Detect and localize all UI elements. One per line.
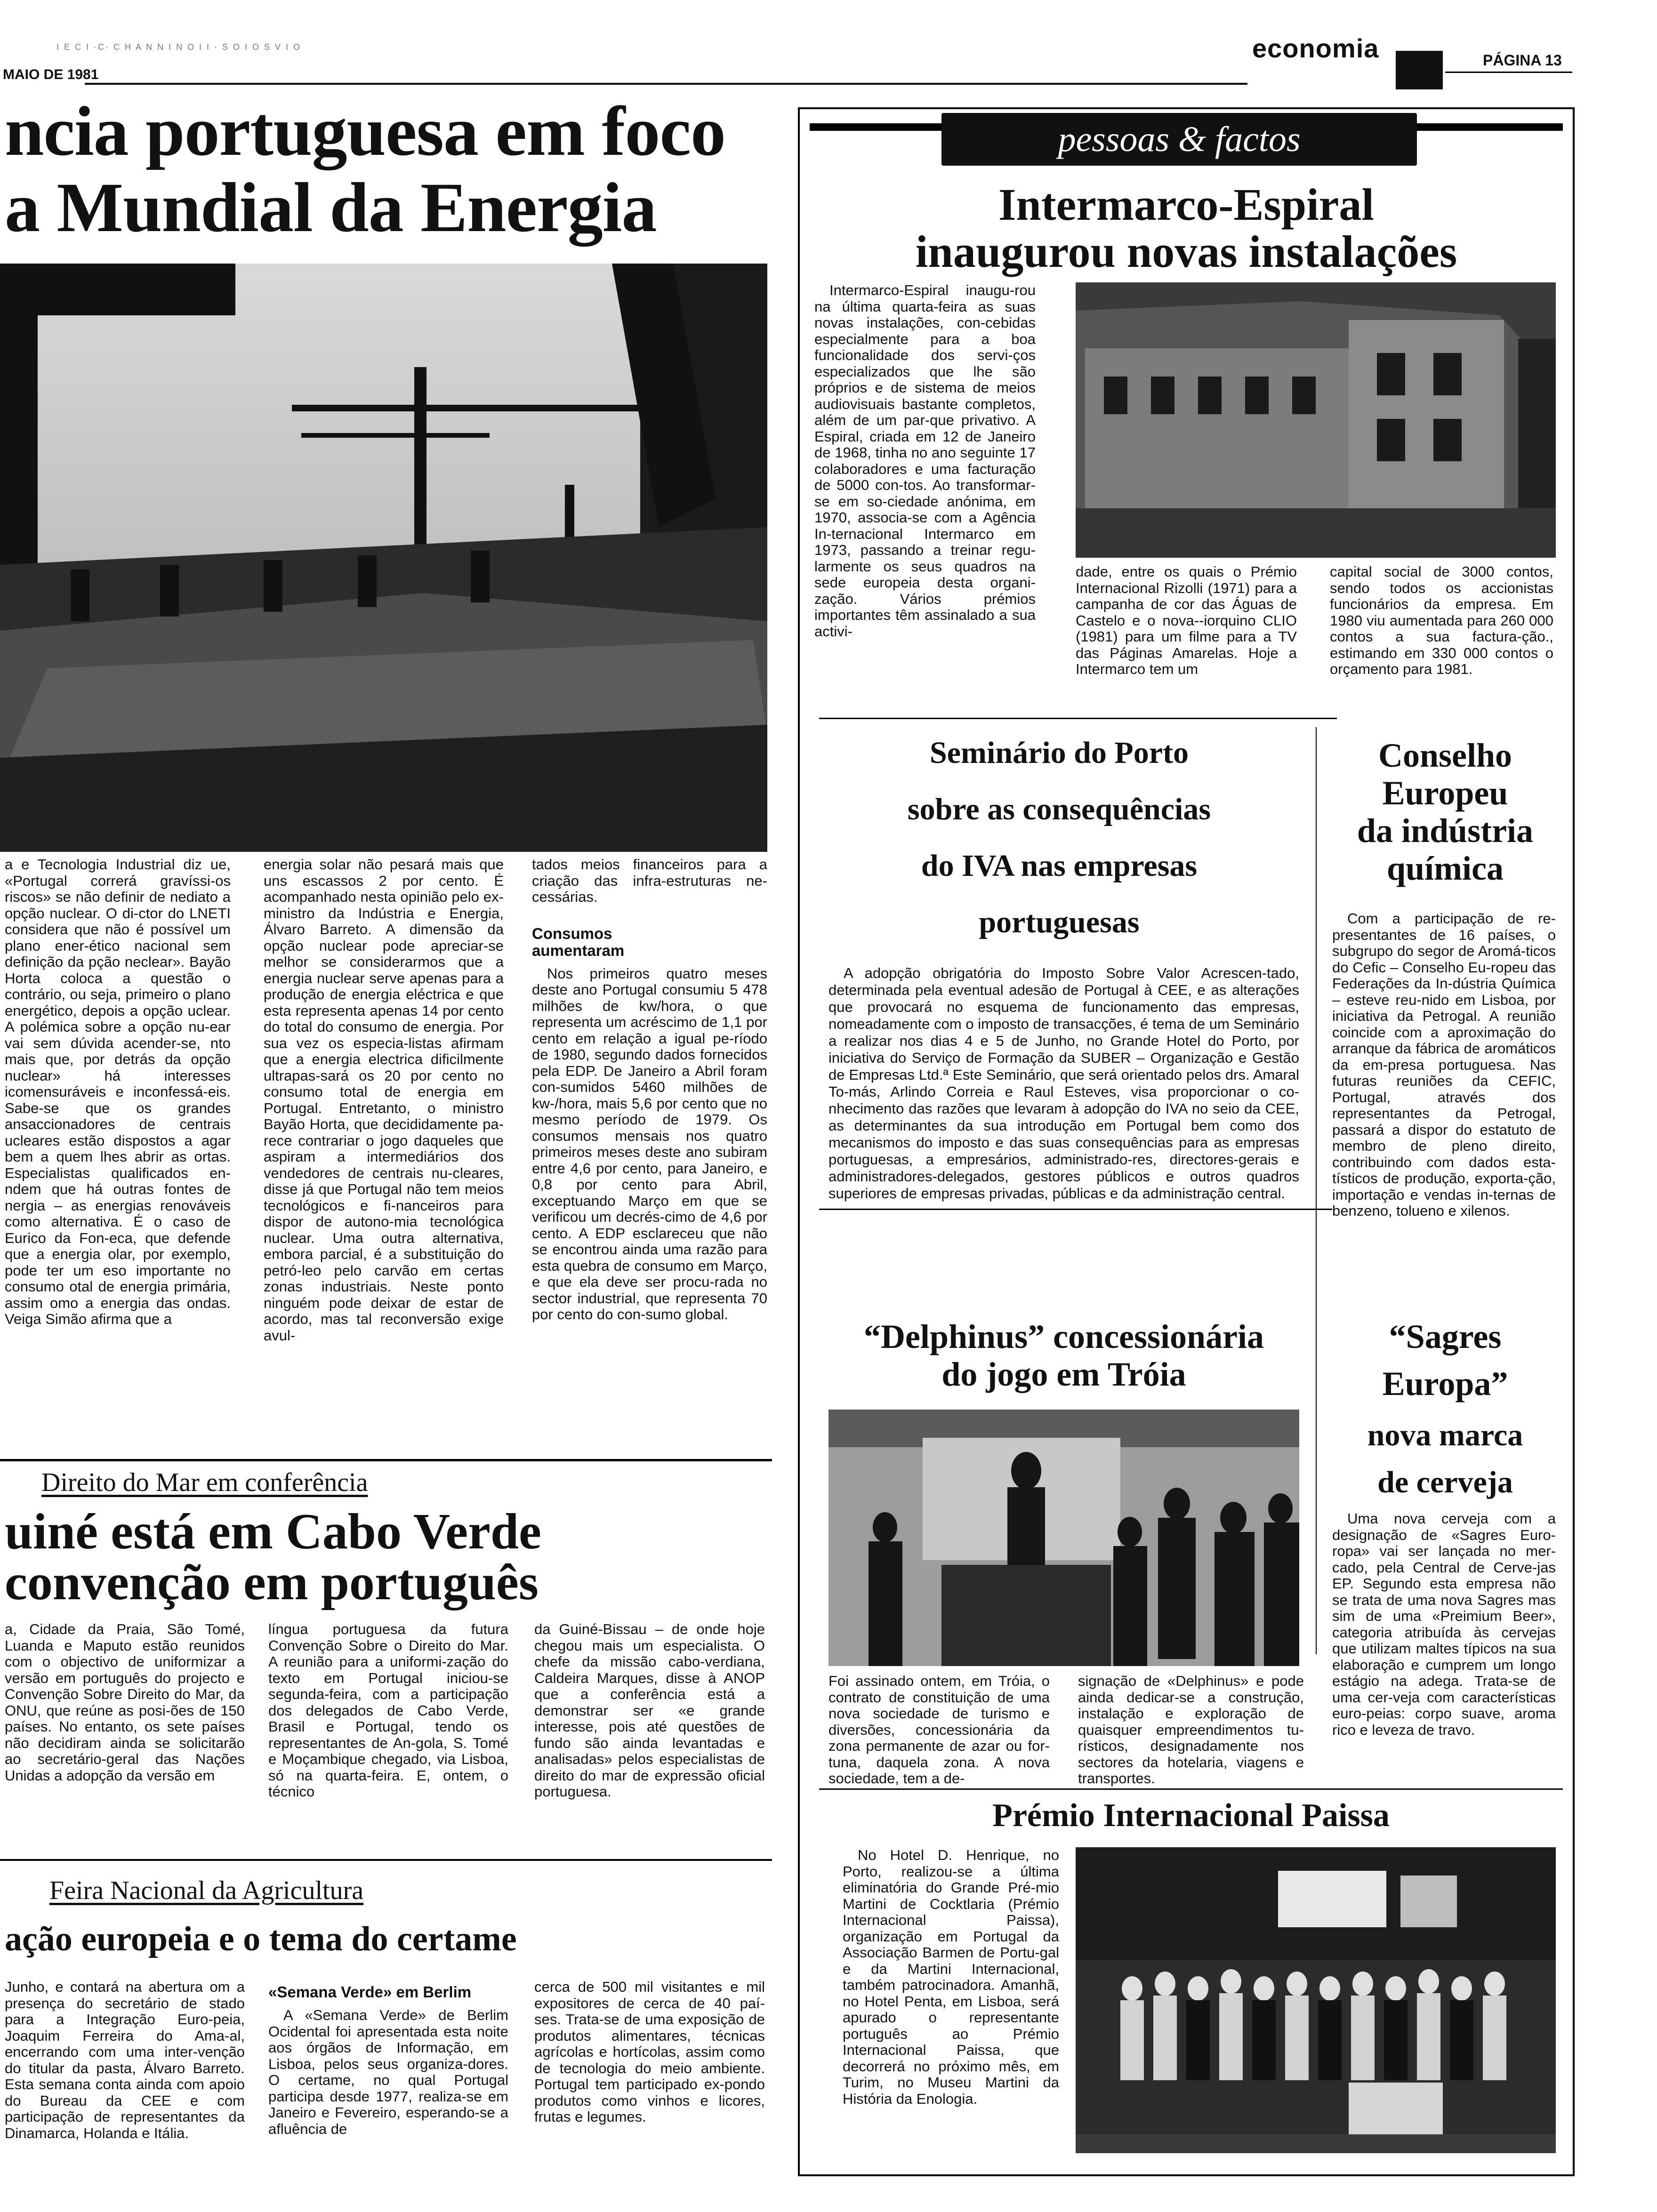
pessoas-factos-banner (941, 113, 1417, 166)
lead-body-col2 (264, 857, 504, 1344)
pf-box-left (798, 107, 800, 2176)
lead-photo (0, 264, 767, 852)
page-number: PÁGINA 13 (1483, 52, 1562, 69)
mar-col2-text: língua portuguesa da futura Convenção Sobre o Direito do Mar. A reunião para a uniformi-zação do texto em Portugal iniciou-se segunda-feira, com a participação dos delegados de Cabo Verde, Brasil e Portugal, tendo os representantes de An-gola, S. Tomé e Moçambique chegado, via Lisboa, só na quarta-feira. E, ontem, o técnico (268, 1621, 508, 1800)
banner-rule-left (810, 123, 941, 131)
feira-col3-text: cerca de 500 mil visitantes e mil expositores de cerca de 40 paí-ses. Trata-se de uma exposição de produtos alimentares, técnicas agrícolas e hortícolas, assim como de tecnologia do meio ambiente. Portugal tem participado ex-pondo produtos como vinhos e licores, frutas e legumes. (534, 1979, 765, 2125)
banner-rule-right (1417, 123, 1563, 131)
sagres-headline-2: Europa” (1382, 1365, 1508, 1403)
banner-title: pessoas & factos (1058, 120, 1301, 159)
paissa-headline: Prémio Internacional Paissa (992, 1797, 1390, 1834)
pf-headline-2: inaugurou novas instalações (915, 226, 1457, 277)
lead-col1-text: a e Tecnologia Industrial diz ue, «Portugal correrá gravíssi-os riscos» se não definir de nediato a opção nuclear. O di-ctor do LNETI considera que não é possível um plano ener-ético nacional sem definição da pção neclear». Bayão Horta coloca a questão o contrário, ou seja, primeiro o plano energético, depois a opção uclear. A polémica sobre a opção nu-ear vai sem dúvida acender-se, nto mais que, por detrás da opção nuclear» há interesses icomensuráveis e inconfessá-eis. Sabe-se que os grandes ansaccionadores de centrais ucleares estão dispostos a agar bem a quem lhes abrir as ortas. Especialistas qualificados en-ndem que há outras fontes de nergia – as energias renováveis como alternativa. É o caso de Eurico da Fon-eca, que defende que a energia olar, por exemplo, pode ter um eso importante no consumo otal de energia primária, assim omo a energia das ondas. Veiga Simão afirma que a (5, 856, 231, 1327)
lead-body-col3 (532, 857, 767, 1323)
sagres-headline-4: de cerveja (1377, 1465, 1513, 1499)
lead-body-col1 (5, 857, 231, 1328)
lead-headline-2: a Mundial da Energia (5, 168, 657, 247)
building-image (1076, 282, 1556, 558)
issue-date: MAIO DE 1981 (3, 67, 99, 82)
pf-body-col3 (1330, 564, 1553, 678)
masthead-faint-title: I E C I ·C· C H A N N I N O I I · S O I O S V I O (56, 42, 302, 52)
pf-box-bottom (798, 2174, 1575, 2176)
lead-col3-text-a: tados meios financeiros para a criação das infra-estruturas ne-cessárias. (532, 856, 767, 905)
pf-body-col2 (1076, 564, 1297, 678)
masthead-rule-left (85, 83, 1247, 85)
pf-body-col1 (814, 282, 1036, 640)
seminario-headline-4: portuguesas (979, 905, 1140, 939)
delphinus-headline-1: “Delphinus” concessionária (863, 1318, 1264, 1355)
lead-col2-text: energia solar não pesará mais que uns escassos 2 por cento. É acompanhado nesta opinião pelo ex-ministro da Indústria e Energia, Álvaro Barreto. A dimensão da opção nuclear pode apreciar-se melhor se considerarmos que a energia nuclear serve apenas para a produção de energia eléctrica e que esta representa apenas 14 por cento do total do consumo de energia. Por sua vez os especia-listas afirmam que a energia electrica dificilmente ultrapas-sará os 20 por cento no consumo total de energia em Portugal. Entretanto, o ministro Bayão Horta, que decididamente pa-rece contrariar o jogo daqueles que aspiram a intermediários dos vendedores de centrais nu-cleares, disse já que Portugal não tem meios tecnológicos e fi-nanceiros para dispor de autono-mia tecnológica nuclear. Uma outra alternativa, embora parcial, é a substituição do petró-leo pelo carvão em certas zonas industriais. Neste ponto ninguém pode deixar de estar de acordo, mas tal reconversão exige avul- (264, 856, 504, 1344)
pf-headline-1: Intermarco-Espiral (998, 179, 1375, 230)
signing-ceremony-image (828, 1410, 1299, 1666)
lead-col3-text-b: Nos primeiros quatro meses deste ano Portugal consumiu 5 478 milhões de kw/hora, o que representa um acréscimo de 1,1 por cento em relação a igual pe-ríodo de 1980, segundo dados fornecidos pela EDP. De Janeiro a Abril foram con-sumidos 5460 milhões de kw-/hora, mais 5,6 por cento que no mesmo período de 1979. Os consumos mensais nos quatro primeiros meses deste ano subiram entre 4,6 por cento, para Janeiro, e 0,8 por cento para Abril, exceptuando Março em que se verificou um decrés-cimo de 4,6 por cento. A EDP esclareceu que não se encontrou ainda uma razão para esta quebra de consumo em Março, e que ela deve ser procu-rada no sector industrial, que representa 70 por cento do con-sumo global. (532, 965, 767, 1322)
lead-subhead: Consumos aumentaram (532, 924, 625, 959)
sagres-body (1332, 1511, 1556, 1738)
pf-col2-text: dade, entre os quais o Prémio Internacional Rizolli (1971) para a campanha de cor das Águas de Castelo e o nova--iorquino CLIO (1981) para um filme para a TV das Páginas Amarelas. Hoje a Intermarco tem um (1076, 563, 1297, 677)
right-column-divider (1316, 727, 1317, 1654)
pf-col3-text: capital social de 3000 contos, sendo todos os accionistas funcionários da empresa. Em 1980 viu aumentada para 260 000 contos a sua factura-ção., estimando em 330 000 contos o orçamento para 1981. (1330, 563, 1553, 677)
mar-body-col1 (5, 1621, 245, 1784)
paissa-body (843, 1847, 1059, 2107)
paissa-top-rule (819, 1788, 1563, 1790)
feira-body-col2 (268, 1979, 508, 2137)
mar-body-col3 (534, 1621, 765, 1800)
delphinus-col2-text: signação de «Delphinus» e pode ainda dedicar-se a construção, instalação e exploração de quaisquer empreendimentos tu-rísticos, designadamente nos sectores da hotelaria, viagens e transportes. (1078, 1673, 1304, 1787)
feira-body-col3 (534, 1979, 765, 2125)
feira-col2-text: A «Semana Verde» de Berlim Ocidental foi apresentada esta noite aos órgãos de Informação, em Lisboa, pelos seus organiza-dores. O certame, no qual Portugal participa desde 1977, realiza-se em Janeiro e Fevereiro, esperando-se a afluência de (268, 2007, 508, 2137)
seminario-headline-2: sobre as consequências (907, 792, 1211, 826)
delphinus-body-col1 (828, 1673, 1050, 1787)
feira-col1-text: Junho, e contará na abertura om a presença do secretário de stado para a Integração Euro-peia, Joaquim Ferreira do Ama-al, encerrando com uma inter-venção do titular da pasta, Álvaro Barreto. Esta semana conta ainda com apoio do Bureau da CEE e com participação de representantes da Dinamarca, Holanda e Itália. (5, 1979, 245, 2141)
feira-body-col1 (5, 1979, 245, 2141)
sagres-headline-3: nova marca (1367, 1418, 1523, 1452)
lead-headline-1: ncia portuguesa em foco (5, 92, 725, 170)
intermarco-building-photo (1076, 282, 1556, 558)
paissa-text: No Hotel D. Henrique, no Porto, realizou-se a última eliminatória do Grande Pré-mio Martini de Cocktlaria (Prémio Internacional Paissa), organização em Portugal da Associação Barmen de Portu-gal e da Martini Internacional, também patrocinadora. Amanhã, no Hotel Penta, em Lisboa, será apurado o representante português ao Prémio Internacional Paissa, que decorrerá no próximo mês, em Turim, no Museu Martini da História da Enologia. (843, 1847, 1059, 2107)
pf-box-right (1573, 107, 1575, 2176)
masthead-rule-right (1445, 72, 1572, 73)
lead-bottom-rule (0, 1459, 772, 1461)
mar-body-col2 (268, 1621, 508, 1800)
sagres-headline-1: “Sagres (1389, 1318, 1502, 1355)
pf-col1-text: Intermarco-Espiral inaugu-rou na última quarta-feira as suas novas instalações, con-cebidas especialmente para a boa funcionalidade dos servi-ços especializados que lhe são próprios e de sistema de meios audiovisuais bastante completos, além de um par-que privativo. A Espiral, criada em 12 de Janeiro de 1968, tinha no ano seguinte 17 colaboradores e uma facturação de 5000 con-tos. Ao transformar-se em so-ciedade anónima, em 1970, associa-se com a Agência In-ternacional Intermarco em 1973, passando a treinar regu-larmente os seus quadros na sede europeia desta organi-zação. Vários prémios importantes têm assinalado a sua activi- (814, 282, 1036, 640)
delphinus-headline-2: do jogo em Tróia (941, 1355, 1186, 1393)
delphinus-body-col2 (1078, 1673, 1304, 1787)
paissa-group-photo (1076, 1847, 1556, 2153)
mar-bottom-rule (0, 1859, 772, 1861)
mar-col3-text: da Guiné-Bissau – de onde hoje chegou mais um especialista. O chefe da missão cabo-verdiana, Caldeira Marques, disse à ANOP que a conferência está a demonstrar ser «e grande interesse, pois até questões de fundo são ainda levantadas e analisadas» pelos especialistas de direito do mar de expressão oficial portuguesa. (534, 1621, 765, 1800)
mar-headline-1: uiné está em Cabo Verde (5, 1504, 541, 1560)
pf-box-top (798, 107, 1575, 109)
conselho-headline-3: da indústria (1357, 812, 1534, 850)
mar-headline-2: convenção em português (5, 1555, 539, 1611)
conselho-headline-1: Conselho (1378, 737, 1512, 774)
seminario-headline-1: Seminário do Porto (930, 736, 1189, 770)
section-name: economia (1252, 33, 1379, 63)
seminario-bottom-rule (819, 1209, 1332, 1210)
pf-bottom-rule (819, 718, 1337, 719)
cocktail-award-group-image (1076, 1847, 1556, 2153)
section-logo (1396, 51, 1443, 89)
feira-headline: ação europeia e o tema do certame (5, 1920, 517, 1958)
seminario-headline-3: do IVA nas empresas (921, 849, 1198, 883)
crane-industrial-photo (0, 264, 767, 852)
feira-subhead: «Semana Verde» em Berlim (268, 1983, 472, 2001)
seminario-body (828, 965, 1299, 1202)
seminario-text: A adopção obrigatória do Imposto Sobre Valor Acrescen-tado, determinada pela eventual adesão de Portugal à CEE, e as alterações que provocará no esquema de funcionamento das empresas, nomeadamente com o imposto de transacções, é tema de um Seminário a realizar nos dias 4 e 5 de Junho, no Grande Hotel do Porto, por iniciativa do Serviço de Formação da SUBER – Organização e Gestão de Empresas Ltd.ª Este Seminário, que será orientado pelos drs. Amaral To-más, Arlindo Correia e Raul Esteves, visa proporcionar o co-nhecimento das razões que levaram à adopção do IVA no seio da CEE, as determinantes da sua introdução em Portugal bem como dos mecanismos do imposto e das suas consequências para as empresas portuguesas, a empresários, administrado-res, directores-gerais e administradores-delegados, gestores públicos e outros quadros superiores de empresas privadas, públicas e da administração central. (828, 965, 1299, 1202)
mar-kicker: Direito do Mar em conferência (41, 1468, 368, 1497)
delphinus-col1-text: Foi assinado ontem, em Tróia, o contrato de constituição de uma nova sociedade de turismo e diversões, concessionária da zona permanente de azar ou for-tuna, daquela zona. A nova sociedade, tem a de- (828, 1673, 1050, 1787)
conselho-text: Com a participação de re-presentantes de 16 países, o subgrupo do segor de Aromá-ticos do Cefic – Conselho Eu-ropeu das Federações da In-dústria Química – esteve reu-nido em Lisboa, por iniciativa da Petrogal. A reunião coincide com a aproximação do arranque da fábrica de aromáticos da em-presa portuguesa. Nas futuras reuniões da CEFIC, Portugal, através dos representantes da Petrogal, passará a dispor do estatuto de membro de pleno direito, contribuindo com dados esta-tísticos de produção, exporta-ção, importação e vendas in-ternas de benzeno, tolueno e xilenos. (1332, 910, 1556, 1219)
conselho-body (1332, 911, 1556, 1219)
mar-col1-text: a, Cidade da Praia, São Tomé, Luanda e Maputo estão reunidos com o objectivo de uniformizar a versão em português do projecto e Convenção Sobre Direito do Mar, da ONU, que reúne as posi-ões de 150 países. No entanto, os sete países não decidiram ainda se solicitarão ao secretário-geral das Nações Unidas a adopção da versão em (5, 1621, 245, 1784)
sagres-text: Uma nova cerveja com a designação de «Sagres Euro-ropa» vai ser lançada no mer-cado, pela Central de Cerve-jas EP. Segundo esta empresa não se trata de uma nova Sagres mas sim de uma «Preimium Beer», categoria atribuída às cervejas que utilizam maltes típicos na sua elaboração e cumprem um longo estágio na adega. Trata-se de uma cer-veja com características euro-peias: corpo suave, aroma rico e leveza de travo. (1332, 1510, 1556, 1738)
delphinus-signing-photo (828, 1410, 1299, 1666)
conselho-headline-4: química (1386, 850, 1504, 887)
conselho-headline-2: Europeu (1382, 774, 1508, 812)
feira-kicker: Feira Nacional da Agricultura (49, 1876, 364, 1905)
